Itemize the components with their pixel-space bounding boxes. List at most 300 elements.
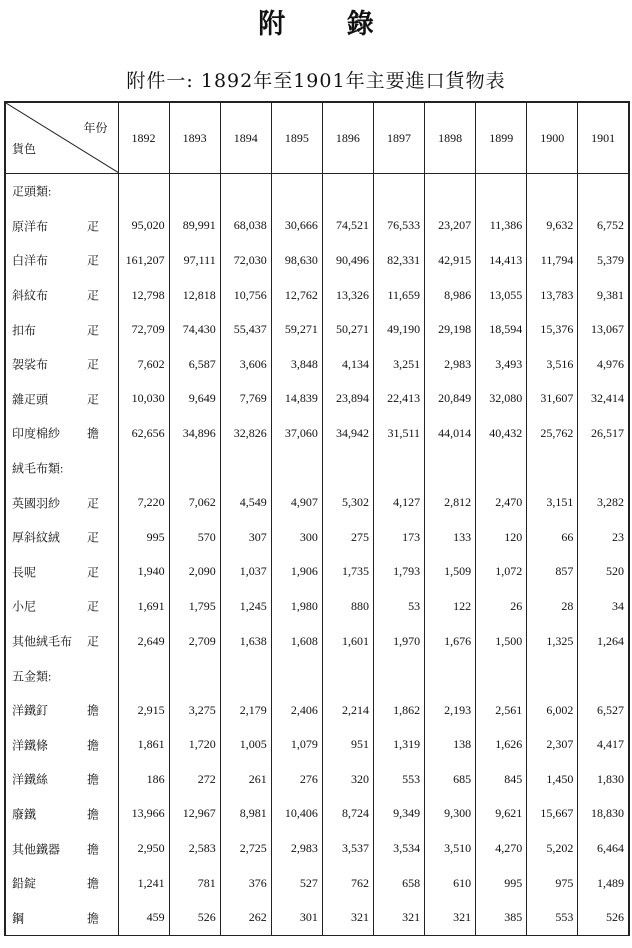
goods-cell [5,243,118,278]
value-cell: 133 [425,520,476,555]
value-cell: 1,638 [220,624,271,659]
unit-label: 擔 [87,842,100,857]
value-cell: 4,127 [373,485,424,520]
value-cell: 2,307 [527,728,578,763]
value-cell: 34 [578,589,629,624]
value-cell: 6,002 [527,693,578,728]
value-cell: 526 [169,900,220,935]
value-cell: 1,862 [373,693,424,728]
year-axis-label: 年份 [83,121,108,135]
value-cell: 1,500 [476,624,527,659]
value-cell: 28 [527,589,578,624]
goods-name: 廢鐵 [12,807,37,822]
value-cell: 2,915 [118,693,169,728]
goods-cell [5,382,118,417]
value-cell: 7,769 [220,382,271,417]
value-cell [425,451,476,486]
value-cell [578,658,629,693]
value-cell: 97,111 [169,243,220,278]
value-cell: 37,060 [271,416,322,451]
value-cell: 553 [373,762,424,797]
value-cell: 1,601 [322,624,373,659]
value-cell: 15,667 [527,797,578,832]
value-cell: 3,493 [476,347,527,382]
value-cell: 62,656 [118,416,169,451]
category-row [5,174,629,209]
value-cell: 6,464 [578,831,629,866]
value-cell [527,658,578,693]
value-cell: 23,894 [322,382,373,417]
goods-cell [5,312,118,347]
value-cell [322,658,373,693]
value-cell: 1,325 [527,624,578,659]
value-cell: 526 [578,900,629,935]
goods-cell [5,589,118,624]
unit-label: 擔 [87,876,100,891]
value-cell: 13,783 [527,278,578,313]
value-cell: 1,830 [578,762,629,797]
value-cell [271,174,322,209]
goods-name: 小尼 [12,599,37,614]
table-row [5,589,629,624]
unit-label: 疋 [87,634,100,649]
value-cell: 1,795 [169,589,220,624]
table-row [5,243,629,278]
table-row [5,382,629,417]
goods-cell [5,485,118,520]
value-cell: 20,849 [425,382,476,417]
value-cell: 9,649 [169,382,220,417]
goods-cell [5,658,118,693]
page-title: 附 錄 [258,9,400,40]
value-cell: 32,414 [578,382,629,417]
goods-name: 雜疋頭 [12,392,49,407]
goods-name: 袈裟布 [12,357,49,372]
value-cell: 1,241 [118,866,169,901]
value-cell: 66 [527,520,578,555]
value-cell: 1,319 [373,728,424,763]
unit-label: 疋 [87,219,100,234]
unit-label: 擔 [87,703,100,718]
value-cell: 9,349 [373,797,424,832]
unit-label: 擔 [87,426,100,441]
value-cell [373,174,424,209]
table-row [5,278,629,313]
value-cell: 2,583 [169,831,220,866]
value-cell [373,658,424,693]
value-cell: 2,983 [425,347,476,382]
value-cell [322,451,373,486]
value-cell: 1,940 [118,555,169,590]
unit-label: 疋 [87,496,100,511]
value-cell: 1,450 [527,762,578,797]
goods-name: 英國羽紗 [12,496,61,511]
value-cell: 9,381 [578,278,629,313]
goods-cell [5,900,118,935]
goods-cell [5,624,118,659]
table-body [5,174,629,936]
value-cell: 8,981 [220,797,271,832]
value-cell: 13,966 [118,797,169,832]
value-cell: 321 [373,900,424,935]
unit-label: 疋 [87,530,100,545]
corner-header [5,102,118,174]
value-cell: 11,794 [527,243,578,278]
goods-cell [5,209,118,244]
goods-name: 其他鐵器 [12,842,61,857]
value-cell: 8,986 [425,278,476,313]
table-row [5,797,629,832]
year-header: 1898 [425,102,476,174]
value-cell: 995 [476,866,527,901]
value-cell: 42,915 [425,243,476,278]
value-cell: 3,537 [322,831,373,866]
value-cell: 74,430 [169,312,220,347]
value-cell: 18,594 [476,312,527,347]
category-label: 絨毛布類: [12,461,64,476]
value-cell: 2,406 [271,693,322,728]
value-cell: 6,527 [578,693,629,728]
goods-name: 白洋布 [12,253,49,268]
value-cell: 301 [271,900,322,935]
year-header: 1892 [118,102,169,174]
value-cell [271,451,322,486]
value-cell: 32,826 [220,416,271,451]
year-header: 1895 [271,102,322,174]
value-cell: 7,220 [118,485,169,520]
goods-cell [5,866,118,901]
value-cell: 3,516 [527,347,578,382]
value-cell: 1,072 [476,555,527,590]
value-cell: 1,676 [425,624,476,659]
value-cell: 72,030 [220,243,271,278]
value-cell: 13,326 [322,278,373,313]
category-label: 疋頭類: [12,184,52,199]
value-cell: 90,496 [322,243,373,278]
value-cell [578,174,629,209]
value-cell: 34,942 [322,416,373,451]
value-cell: 8,724 [322,797,373,832]
value-cell: 2,561 [476,693,527,728]
table-row [5,209,629,244]
value-cell [118,451,169,486]
table-row [5,728,629,763]
goods-cell [5,831,118,866]
value-cell: 76,533 [373,209,424,244]
value-cell: 2,725 [220,831,271,866]
value-cell: 30,666 [271,209,322,244]
value-cell: 2,090 [169,555,220,590]
value-cell: 12,967 [169,797,220,832]
value-cell: 845 [476,762,527,797]
goods-cell [5,520,118,555]
value-cell [425,174,476,209]
value-cell: 272 [169,762,220,797]
value-cell: 1,861 [118,728,169,763]
value-cell: 857 [527,555,578,590]
value-cell: 3,848 [271,347,322,382]
value-cell: 49,190 [373,312,424,347]
value-cell: 13,067 [578,312,629,347]
value-cell [220,451,271,486]
unit-label: 疋 [87,253,100,268]
value-cell [322,174,373,209]
value-cell: 321 [425,900,476,935]
goods-name: 長呢 [12,565,37,580]
goods-cell [5,416,118,451]
goods-name: 洋鐵釘 [12,703,49,718]
value-cell: 29,198 [425,312,476,347]
value-cell: 5,202 [527,831,578,866]
value-cell: 2,983 [271,831,322,866]
year-header: 1899 [476,102,527,174]
value-cell [220,658,271,693]
value-cell: 3,510 [425,831,476,866]
value-cell: 18,830 [578,797,629,832]
goods-name: 扣布 [12,323,37,338]
value-cell: 610 [425,866,476,901]
value-cell: 3,275 [169,693,220,728]
value-cell: 3,151 [527,485,578,520]
goods-cell [5,555,118,590]
value-cell: 762 [322,866,373,901]
value-cell: 1,245 [220,589,271,624]
value-cell: 307 [220,520,271,555]
value-cell: 161,207 [118,243,169,278]
value-cell: 459 [118,900,169,935]
value-cell: 1,626 [476,728,527,763]
value-cell: 1,980 [271,589,322,624]
value-cell: 262 [220,900,271,935]
goods-cell [5,174,118,209]
category-row [5,658,629,693]
table-row [5,485,629,520]
goods-name: 其他絨毛布 [12,634,73,649]
goods-cell [5,693,118,728]
unit-label: 擔 [87,911,100,926]
value-cell: 1,691 [118,589,169,624]
value-cell [425,658,476,693]
value-cell [476,658,527,693]
value-cell [169,174,220,209]
value-cell: 9,632 [527,209,578,244]
table-row [5,555,629,590]
value-cell: 276 [271,762,322,797]
unit-label: 疋 [87,288,100,303]
value-cell: 14,413 [476,243,527,278]
value-cell [169,451,220,486]
value-cell: 10,030 [118,382,169,417]
goods-cell [5,728,118,763]
value-cell: 59,271 [271,312,322,347]
value-cell: 9,300 [425,797,476,832]
value-cell: 4,976 [578,347,629,382]
value-cell: 44,014 [425,416,476,451]
value-cell: 1,079 [271,728,322,763]
table-row [5,624,629,659]
table-row [5,831,629,866]
value-cell: 527 [271,866,322,901]
value-cell: 15,376 [527,312,578,347]
table-row [5,693,629,728]
value-cell [578,451,629,486]
value-cell: 321 [322,900,373,935]
value-cell: 320 [322,762,373,797]
year-header: 1893 [169,102,220,174]
value-cell: 781 [169,866,220,901]
value-cell: 4,417 [578,728,629,763]
year-header: 1894 [220,102,271,174]
value-cell: 9,621 [476,797,527,832]
value-cell: 2,649 [118,624,169,659]
value-cell: 2,812 [425,485,476,520]
value-cell: 1,509 [425,555,476,590]
value-cell: 22,413 [373,382,424,417]
goods-name: 印度棉紗 [12,426,61,441]
value-cell: 2,214 [322,693,373,728]
goods-name: 鋼 [12,911,25,926]
value-cell: 6,752 [578,209,629,244]
value-cell: 31,607 [527,382,578,417]
value-cell: 23,207 [425,209,476,244]
value-cell: 26 [476,589,527,624]
table-row [5,866,629,901]
value-cell: 275 [322,520,373,555]
goods-cell [5,451,118,486]
goods-name: 洋鐵絲 [12,772,49,787]
value-cell: 10,756 [220,278,271,313]
value-cell: 55,437 [220,312,271,347]
year-header: 1900 [527,102,578,174]
value-cell: 40,432 [476,416,527,451]
goods-name: 洋鐵條 [12,738,49,753]
value-cell: 7,602 [118,347,169,382]
value-cell: 95,020 [118,209,169,244]
goods-cell [5,797,118,832]
value-cell: 7,062 [169,485,220,520]
table-row [5,347,629,382]
goods-name: 鉛錠 [12,876,37,891]
value-cell: 1,608 [271,624,322,659]
value-cell: 26,517 [578,416,629,451]
value-cell: 385 [476,900,527,935]
goods-name: 原洋布 [12,219,49,234]
value-cell: 23 [578,520,629,555]
value-cell: 10,406 [271,797,322,832]
value-cell: 25,762 [527,416,578,451]
value-cell: 50,271 [322,312,373,347]
value-cell: 685 [425,762,476,797]
goods-axis-label: 貨色 [12,142,37,156]
goods-name: 厚斜紋絨 [12,530,61,545]
goods-cell [5,347,118,382]
category-label: 五金類: [12,669,52,684]
value-cell: 82,331 [373,243,424,278]
value-cell: 14,839 [271,382,322,417]
value-cell: 376 [220,866,271,901]
value-cell: 3,251 [373,347,424,382]
goods-cell [5,278,118,313]
unit-label: 擔 [87,772,100,787]
value-cell: 4,134 [322,347,373,382]
value-cell [169,658,220,693]
table-row [5,312,629,347]
value-cell: 32,080 [476,382,527,417]
value-cell: 951 [322,728,373,763]
value-cell: 68,038 [220,209,271,244]
category-row [5,451,629,486]
unit-label: 疋 [87,565,100,580]
value-cell: 2,470 [476,485,527,520]
value-cell: 186 [118,762,169,797]
value-cell: 120 [476,520,527,555]
value-cell [118,658,169,693]
value-cell: 3,282 [578,485,629,520]
value-cell: 1,264 [578,624,629,659]
year-header: 1901 [578,102,629,174]
value-cell: 2,179 [220,693,271,728]
value-cell: 53 [373,589,424,624]
value-cell: 4,907 [271,485,322,520]
value-cell [220,174,271,209]
value-cell [476,174,527,209]
diagonal-divider [6,103,119,173]
value-cell: 1,906 [271,555,322,590]
goods-cell [5,762,118,797]
value-cell [118,174,169,209]
value-cell: 5,379 [578,243,629,278]
unit-label: 疋 [87,599,100,614]
value-cell: 300 [271,520,322,555]
table-row [5,416,629,451]
value-cell: 570 [169,520,220,555]
value-cell: 261 [220,762,271,797]
value-cell: 173 [373,520,424,555]
value-cell: 1,720 [169,728,220,763]
value-cell: 72,709 [118,312,169,347]
value-cell: 11,386 [476,209,527,244]
value-cell: 995 [118,520,169,555]
value-cell: 520 [578,555,629,590]
value-cell: 98,630 [271,243,322,278]
value-cell: 89,991 [169,209,220,244]
value-cell: 138 [425,728,476,763]
value-cell: 2,193 [425,693,476,728]
value-cell: 3,606 [220,347,271,382]
value-cell: 3,534 [373,831,424,866]
value-cell [476,451,527,486]
value-cell: 2,709 [169,624,220,659]
value-cell: 4,270 [476,831,527,866]
table-row [5,520,629,555]
unit-label: 疋 [87,357,100,372]
value-cell: 1,489 [578,866,629,901]
value-cell [271,658,322,693]
unit-label: 疋 [87,323,100,338]
value-cell: 13,055 [476,278,527,313]
value-cell: 4,549 [220,485,271,520]
value-cell: 553 [527,900,578,935]
value-cell: 74,521 [322,209,373,244]
value-cell: 122 [425,589,476,624]
value-cell: 12,798 [118,278,169,313]
value-cell: 12,818 [169,278,220,313]
year-header: 1897 [373,102,424,174]
year-header: 1896 [322,102,373,174]
unit-label: 擔 [87,738,100,753]
value-cell [527,174,578,209]
value-cell: 1,970 [373,624,424,659]
